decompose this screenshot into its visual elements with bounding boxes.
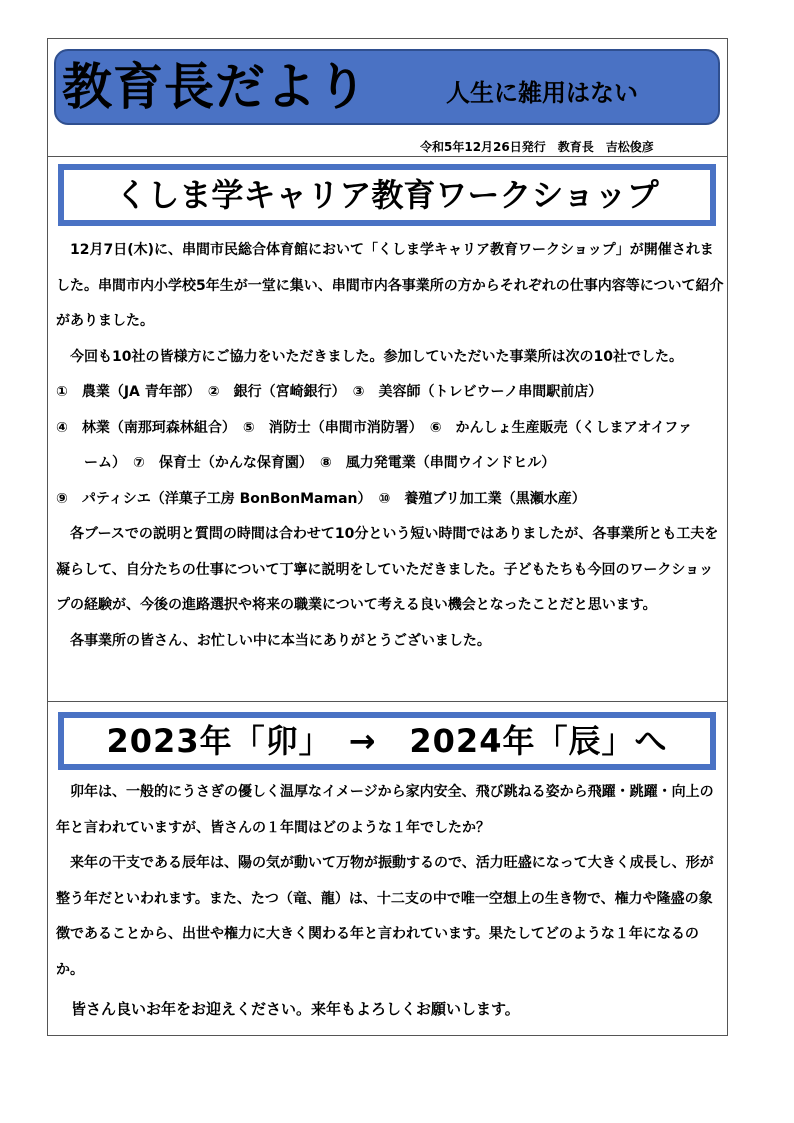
newsletter-title: 教育長だより: [62, 58, 368, 116]
section1-paragraph-4: 各事業所の皆さん、お忙しい中に本当にありがとうございました。: [70, 632, 491, 649]
section2-paragraph-2: 来年の干支である辰年は、陽の気が動いて万物が振動するので、活力旺盛になって大きく成長し、形が整う年だといわれます。また、たつ（竜、龍）は、十二支の中で唯一空想上の生き物で、権力や隆盛の象徴であることから、出世や権力に大きく関わる年と言われています。果たしてどのような１年になるのか。: [56, 855, 714, 978]
company-line: ⑨ パティシエ（洋菓子工房 BonBonMaman） ⑩ 養殖ブリ加工業（黒瀬水産）: [56, 490, 586, 507]
newsletter-subtitle: 人生に雑用はない: [446, 79, 638, 107]
closing-greeting: 皆さん良いお年をお迎えください。来年もよろしくお願いします。: [71, 1000, 520, 1018]
section2-paragraph-1: 卯年は、一般的にうさぎの優しく温厚なイメージから家内安全、飛び跳ねる姿から飛躍・跳躍・向上の年と言われていますが、皆さんの１年間はどのような１年でしたか？: [56, 784, 714, 836]
company-line: ① 農業（JA 青年部） ② 銀行（宮崎銀行） ③ 美容師（トレビウーノ串間駅前店）: [56, 384, 603, 400]
section1-body: [56, 233, 724, 659]
company-line: ④ 林業（南那珂森林組合） ⑤ 消防士（串間市消防署） ⑥ かんしょ生産販売（くしまアオイファ: [56, 419, 693, 436]
issue-date-line: 令和5年12月26日発行 教育長 吉松俊彦: [420, 140, 654, 154]
section1-title: くしま学キャリア教育ワークショップ: [58, 164, 716, 226]
section1-paragraph-1: 12月7日(木)に、串間市民総合体育館において「くしま学キャリア教育ワークショップ」が開催されました。串間市内小学校5年生が一堂に集い、串間市内各事業所の方からそれぞれの仕事内容等について紹介がありました。: [56, 242, 724, 329]
divider-section: [47, 701, 728, 702]
section2-body: [56, 775, 724, 1028]
header-banner: [54, 49, 720, 125]
section1-paragraph-3: 各ブースでの説明と質問の時間は合わせて10分という短い時間ではありましたが、各事業所とも工夫を凝らして、自分たちの仕事について丁寧に説明をしていただきました。子どもたちも今回のワークショップの経験が、今後の進路選択や将来の職業について考える良い機会となったことだと思います。: [56, 526, 719, 613]
divider-header: [47, 156, 728, 157]
company-line: ーム） ⑦ 保育士（かんな保育園） ⑧ 風力発電業（串間ウインドヒル）: [84, 455, 556, 471]
section2-title: 2023年「卯」 → 2024年「辰」へ: [58, 712, 716, 770]
section1-paragraph-2: 今回も10社の皆様方にご協力をいただきました。参加していただいた事業所は次の10社でした。: [70, 348, 683, 365]
